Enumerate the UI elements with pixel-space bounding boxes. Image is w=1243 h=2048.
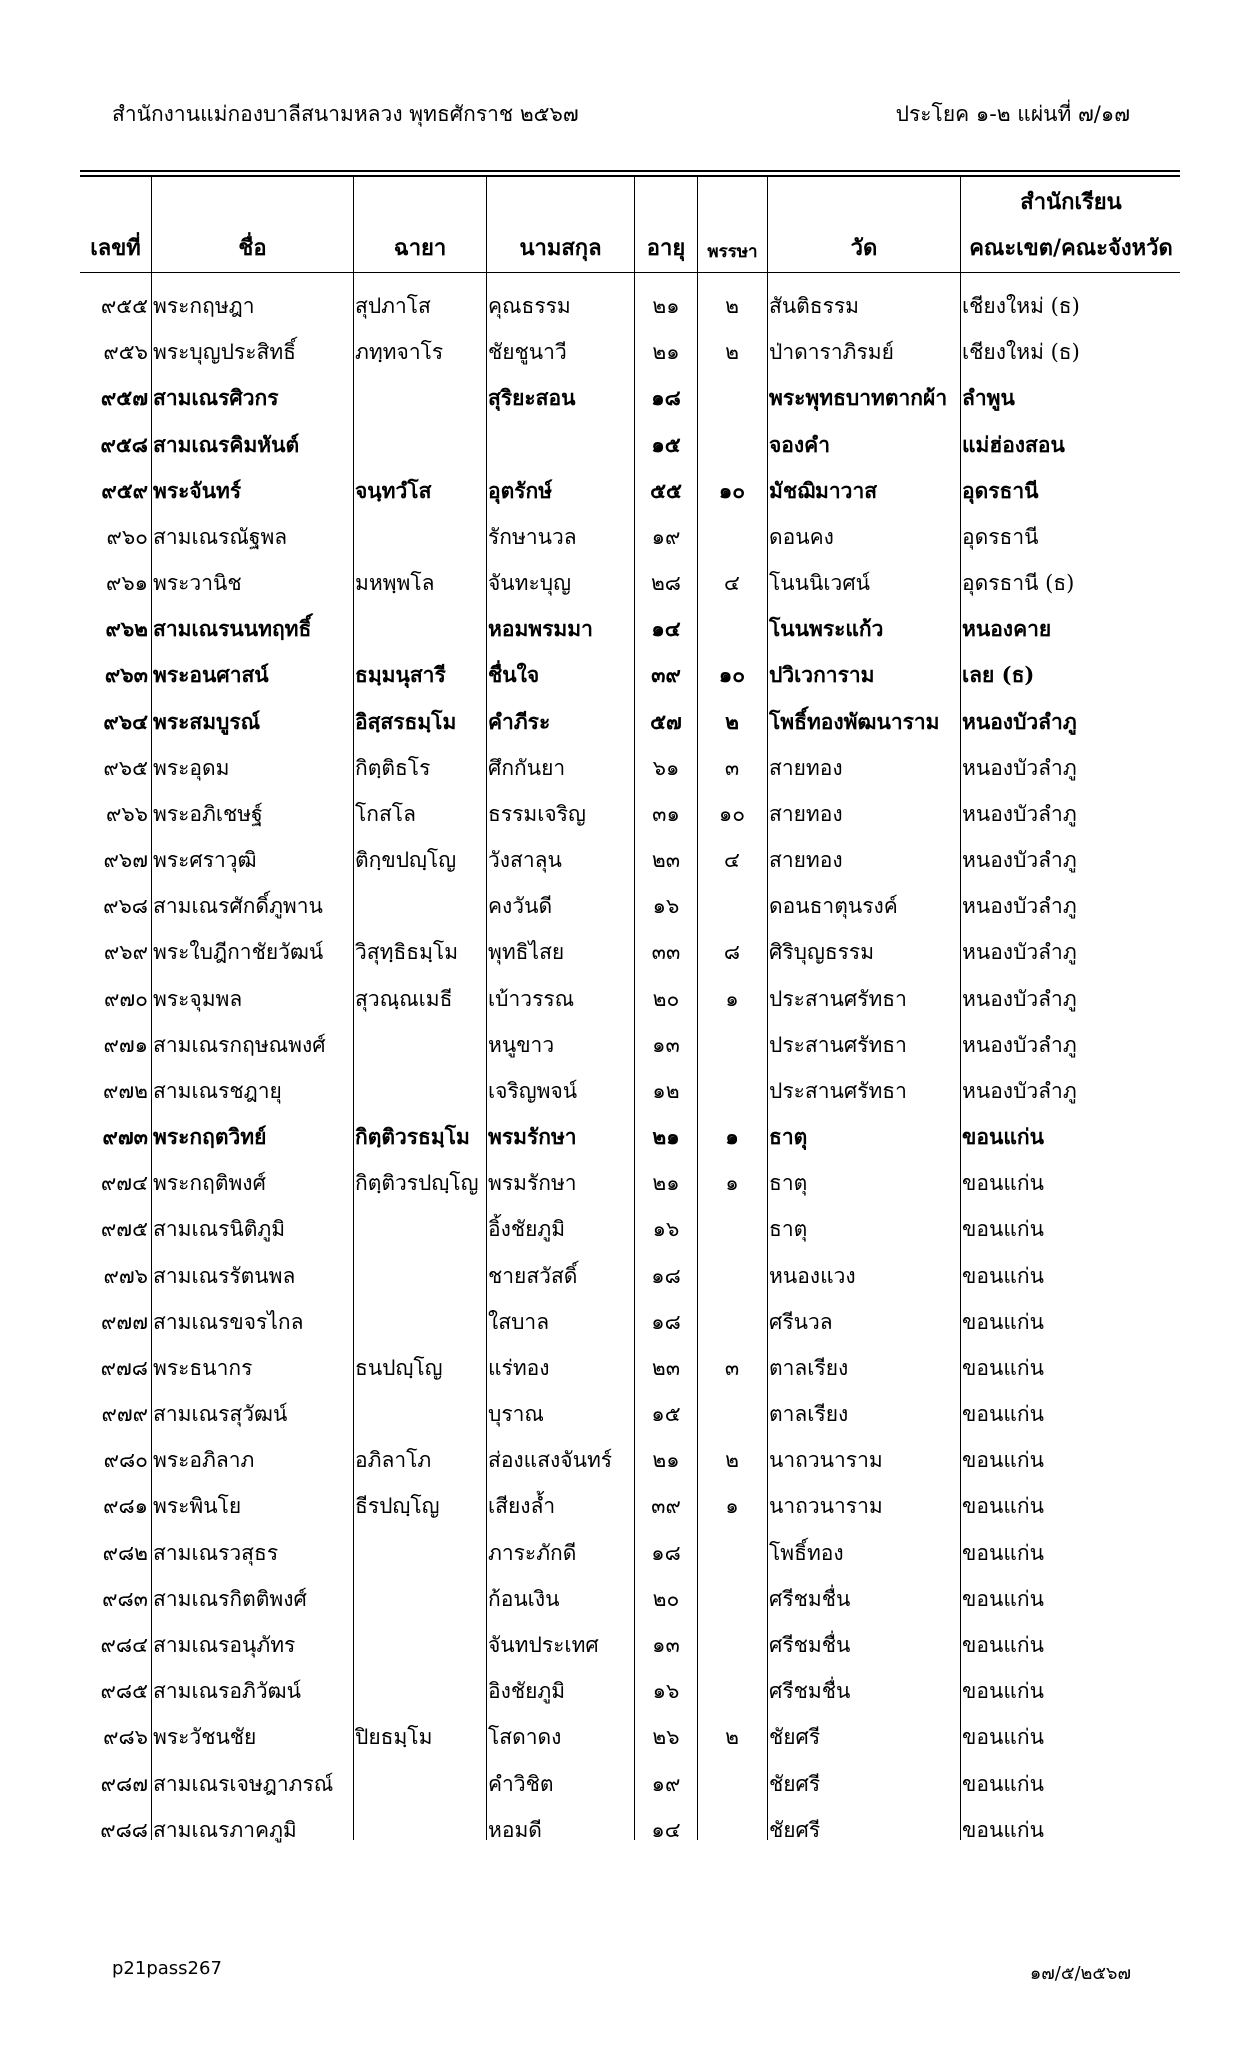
cell-name: สามเณรอภิวัฒน์ — [153, 1679, 301, 1704]
cell-years: ๑๐ — [718, 662, 746, 688]
cell-wat: ศิริบุญธรรม — [769, 940, 875, 965]
table-row — [0, 791, 1243, 837]
cell-surname: ธรรมเจริญ — [488, 801, 586, 826]
cell-num: ๙๘๕ — [100, 1679, 148, 1704]
cell-name: สามเณรกิตติพงศ์ — [153, 1586, 307, 1611]
cell-name: พระวัชนชัย — [153, 1725, 257, 1750]
cell-province: ขอนแก่น — [962, 1817, 1044, 1842]
footer-date: ๑๗/๕/๒๕๖๗ — [1029, 1963, 1131, 1984]
cell-name: พระพินโย — [153, 1494, 242, 1519]
cell-province: ขอนแก่น — [962, 1309, 1044, 1334]
cell-chaya: กิตฺติวรธมฺโม — [355, 1124, 470, 1150]
table-row — [0, 1530, 1243, 1576]
cell-age: ๖๑ — [652, 755, 680, 780]
cell-wat: ปวิเวการาม — [769, 662, 875, 688]
footer-code: p21pass267 — [112, 1958, 222, 1979]
cell-chaya: สุปภาโส — [355, 294, 431, 318]
header-num: เลขที่ — [90, 236, 141, 261]
cell-province: ขอนแก่น — [962, 1771, 1044, 1796]
cell-name: สามเณรนนทฤทธิ์ — [153, 616, 312, 642]
cell-num: ๙๖๖ — [105, 801, 148, 826]
table-row — [0, 1160, 1243, 1206]
cell-wat: โพธิ์ทองพัฒนาราม — [769, 708, 940, 734]
cell-surname: หอมพรมมา — [488, 616, 593, 642]
cell-province: ขอนแก่น — [962, 1171, 1044, 1196]
cell-wat: มัชฌิมาวาส — [769, 477, 878, 503]
cell-province: แม่ฮ่องสอน — [962, 431, 1065, 457]
cell-wat: ศรีชมชื่น — [769, 1679, 851, 1704]
table-row — [0, 1576, 1243, 1622]
cell-name: สามเณรกฤษณพงศ์ — [153, 1032, 326, 1057]
cell-num: ๙๗๘ — [100, 1355, 148, 1380]
page-header-sheet: ประโยค ๑-๒ แผ่นที่ ๗/๑๗ — [895, 102, 1130, 126]
cell-name: พระบุญประสิทธิ์ — [153, 340, 296, 365]
cell-years: ๔ — [724, 848, 740, 873]
cell-surname: โสดาดง — [488, 1725, 562, 1750]
cell-num: ๙๖๓ — [104, 662, 148, 688]
cell-num: ๙๖๔ — [103, 708, 148, 734]
cell-chaya: อิสฺสรธมฺโม — [355, 708, 457, 734]
cell-chaya: ธนปญฺโญ — [355, 1355, 443, 1380]
cell-name: พระธนากร — [153, 1355, 253, 1380]
cell-num: ๙๕๗ — [100, 385, 148, 411]
cell-surname: คุณธรรม — [488, 294, 571, 318]
cell-surname: ใสบาล — [488, 1309, 550, 1334]
cell-province: ลำพูน — [962, 385, 1015, 411]
cell-num: ๙๘๓ — [102, 1586, 148, 1611]
cell-name: สามเณรอนุภัทร — [153, 1632, 296, 1657]
cell-wat: โนนนิเวศน์ — [769, 571, 871, 596]
cell-surname: ชัยชูนาวี — [488, 340, 567, 365]
top-rule-double — [80, 175, 1180, 177]
cell-num: ๙๘๖ — [103, 1725, 148, 1750]
cell-age: ๒๐ — [652, 1586, 680, 1611]
table-row — [0, 1114, 1243, 1160]
cell-province: หนองบัวลำภู — [962, 1032, 1077, 1057]
table-row — [0, 1345, 1243, 1391]
cell-age: ๓๙ — [651, 662, 681, 688]
cell-province: ขอนแก่น — [962, 1725, 1044, 1750]
cell-age: ๑๓ — [652, 1632, 680, 1657]
cell-province: หนองบัวลำภู — [962, 708, 1077, 734]
cell-name: สามเณรขจรไกล — [153, 1309, 304, 1334]
cell-years: ๘ — [723, 940, 741, 965]
cell-num: ๙๖๒ — [105, 616, 148, 642]
cell-wat: นาถวนาราม — [769, 1494, 883, 1519]
cell-age: ๒๖ — [652, 1725, 680, 1750]
cell-age: ๒๓ — [651, 1355, 681, 1380]
table-row — [0, 652, 1243, 698]
cell-num: ๙๕๕ — [100, 294, 148, 318]
cell-name: พระอนศาสน์ — [153, 662, 269, 688]
cell-name: พระกฤตวิทย์ — [153, 1124, 267, 1150]
table-row — [0, 1022, 1243, 1068]
table-row — [0, 976, 1243, 1022]
cell-wat: ดอนคง — [769, 524, 834, 549]
cell-wat: ศรีชมชื่น — [769, 1632, 851, 1657]
cell-name: สามเณรณัฐพล — [153, 524, 288, 549]
table-row — [0, 606, 1243, 652]
cell-wat: ชัยศรี — [769, 1817, 821, 1842]
cell-surname: พุทธิไสย — [488, 940, 565, 965]
cell-wat: จองคำ — [769, 431, 831, 457]
cell-age: ๑๙ — [651, 1771, 681, 1796]
cell-years: ๒ — [725, 1725, 739, 1750]
cell-age: ๒๑ — [652, 1171, 680, 1196]
cell-num: ๙๘๒ — [102, 1540, 148, 1565]
cell-surname: คงวันดี — [488, 894, 553, 919]
cell-surname: อิ้งชัยภูมิ — [488, 1217, 566, 1242]
cell-wat: สายทอง — [769, 755, 843, 780]
cell-province: ขอนแก่น — [962, 1402, 1044, 1427]
cell-num: ๙๘๑ — [103, 1494, 148, 1519]
cell-wat: ชัยศรี — [769, 1725, 821, 1750]
cell-age: ๒๘ — [650, 571, 682, 596]
cell-num: ๙๗๗ — [101, 1309, 148, 1334]
cell-num: ๙๗๖ — [103, 1263, 148, 1288]
cell-age: ๑๖ — [652, 1679, 680, 1704]
table-row — [0, 883, 1243, 929]
cell-chaya: ปิยธมฺโม — [355, 1725, 433, 1750]
cell-wat: สายทอง — [769, 801, 843, 826]
table-row — [0, 375, 1243, 421]
cell-wat: พระพุทธบาทตากผ้า — [769, 385, 948, 411]
cell-chaya: ธีรปญฺโญ — [355, 1494, 440, 1519]
cell-name: สามเณรภาคภูมิ — [153, 1817, 297, 1842]
cell-name: พระกฤษฎา — [153, 294, 255, 318]
cell-surname: รักษานวล — [488, 524, 577, 549]
cell-province: ขอนแก่น — [962, 1586, 1044, 1611]
cell-name: พระศราวุฒิ — [153, 848, 257, 873]
cell-chaya: มหพฺพโล — [355, 571, 435, 596]
cell-years: ๓ — [724, 755, 740, 780]
cell-wat: ตาลเรียง — [769, 1355, 849, 1380]
cell-province: ขอนแก่น — [962, 1494, 1044, 1519]
cell-province: หนองบัวลำภู — [962, 801, 1077, 826]
cell-province: ขอนแก่น — [962, 1355, 1044, 1380]
cell-num: ๙๘๗ — [100, 1771, 148, 1796]
cell-province: อุดรธานี — [962, 477, 1039, 503]
header-school-line2: คณะเขต/คณะจังหวัด — [969, 236, 1173, 261]
cell-num: ๙๖๕ — [103, 755, 148, 780]
cell-surname: จันทประเทศ — [488, 1632, 599, 1657]
cell-name: สามเณรศักดิ์ภูพาน — [153, 894, 323, 919]
cell-surname: ก้อนเงิน — [488, 1586, 560, 1611]
cell-num: ๙๖๗ — [103, 848, 148, 873]
cell-age: ๑๒ — [652, 1078, 680, 1103]
cell-wat: ประสานศรัทธา — [769, 1078, 907, 1103]
cell-age: ๑๔ — [651, 1817, 681, 1842]
cell-surname: ส่องแสงจันทร์ — [488, 1448, 613, 1473]
header-years: พรรษา — [707, 242, 758, 262]
cell-surname: ศึกกันยา — [488, 755, 566, 780]
cell-province: หนองบัวลำภู — [962, 1078, 1077, 1103]
cell-years: ๓ — [724, 1355, 740, 1380]
table-row — [0, 1068, 1243, 1114]
cell-surname: เจริญพจน์ — [488, 1078, 578, 1103]
table-row — [0, 1668, 1243, 1714]
cell-wat: ศรีนวล — [769, 1309, 833, 1334]
cell-age: ๒๑ — [652, 340, 680, 365]
cell-age: ๑๕ — [651, 431, 681, 457]
table-row — [0, 468, 1243, 514]
table-row — [0, 745, 1243, 791]
cell-age: ๓๑ — [652, 801, 680, 826]
table-row — [0, 1483, 1243, 1529]
cell-num: ๙๘๘ — [100, 1817, 148, 1842]
cell-chaya: กิตฺติวรปญฺโญ — [355, 1171, 479, 1196]
header-bottom-rule — [80, 272, 1180, 273]
cell-age: ๒๓ — [651, 848, 681, 873]
header-wat: วัด — [850, 236, 878, 261]
cell-num: ๙๗๓ — [102, 1124, 148, 1150]
cell-name: พระอภิเชษฐ์ — [153, 801, 263, 826]
cell-wat: ดอนธาตุนรงค์ — [769, 894, 898, 919]
table-row — [0, 560, 1243, 606]
cell-num: ๙๖๘ — [103, 894, 148, 919]
page-header-title: สำนักงานแม่กองบาลีสนามหลวง พุทธศักราช ๒๕๖๗ — [112, 102, 579, 126]
cell-chaya: อภิลาโภ — [355, 1448, 432, 1473]
cell-province: อุดรธานี (ธ) — [962, 571, 1075, 596]
cell-name: พระใบฎีกาชัยวัฒน์ — [153, 940, 324, 965]
cell-num: ๙๕๙ — [101, 477, 148, 503]
cell-surname: เสียงล้ำ — [488, 1494, 556, 1519]
cell-province: ขอนแก่น — [962, 1263, 1044, 1288]
cell-age: ๒๑ — [652, 1448, 680, 1473]
cell-surname: บุราณ — [488, 1402, 544, 1427]
cell-province: หนองบัวลำภู — [962, 894, 1077, 919]
cell-age: ๑๘ — [651, 1540, 681, 1565]
cell-province: หนองบัวลำภู — [962, 986, 1077, 1011]
cell-age: ๑๘ — [651, 1309, 681, 1334]
cell-province: เชียงใหม่ (ธ) — [962, 294, 1080, 318]
table-row — [0, 699, 1243, 745]
cell-num: ๙๖๑ — [105, 571, 148, 596]
cell-chaya: กิตฺติธโร — [355, 755, 431, 780]
cell-years: ๒ — [725, 294, 739, 318]
table-row — [0, 1807, 1243, 1853]
cell-surname: คำภีระ — [488, 708, 551, 734]
cell-years: ๔ — [724, 571, 740, 596]
cell-province: หนองบัวลำภู — [962, 940, 1077, 965]
cell-province: อุดรธานี — [962, 524, 1039, 549]
header-age: อายุ — [646, 236, 686, 261]
cell-wat: โพธิ์ทอง — [769, 1540, 844, 1565]
cell-age: ๑๙ — [651, 524, 681, 549]
cell-name: สามเณรคิมหันต์ — [153, 431, 300, 457]
cell-surname: หอมดี — [488, 1817, 542, 1842]
cell-name: สามเณรรัตนพล — [153, 1263, 296, 1288]
table-row — [0, 329, 1243, 375]
cell-age: ๑๕ — [651, 1402, 681, 1427]
cell-name: สามเณรนิติภูมิ — [153, 1217, 286, 1242]
cell-name: พระอภิลาภ — [153, 1448, 255, 1473]
cell-province: เลย (ธ) — [962, 662, 1035, 688]
cell-age: ๑๖ — [652, 894, 680, 919]
cell-num: ๙๗๐ — [104, 986, 148, 1011]
cell-province: ขอนแก่น — [962, 1632, 1044, 1657]
cell-chaya: โกสโล — [355, 801, 416, 826]
cell-chaya: จนฺทวํโส — [355, 477, 432, 503]
cell-province: ขอนแก่น — [962, 1679, 1044, 1704]
cell-chaya: ธมฺมนุสารี — [355, 662, 446, 688]
cell-years: ๑ — [725, 1124, 739, 1150]
cell-num: ๙๖๐ — [106, 524, 148, 549]
cell-wat: ชัยศรี — [769, 1771, 821, 1796]
cell-name: สามเณรชฎายุ — [153, 1078, 282, 1103]
cell-years: ๒ — [725, 708, 739, 734]
table-body — [0, 283, 1243, 1853]
cell-age: ๒๑ — [652, 1124, 680, 1150]
cell-surname: จันทะบุญ — [488, 571, 572, 596]
cell-age: ๓๓ — [651, 940, 681, 965]
cell-wat: ธาตุ — [769, 1171, 808, 1196]
header-chaya: ฉายา — [393, 236, 447, 261]
table-row — [0, 1714, 1243, 1760]
cell-years: ๑ — [725, 1494, 739, 1519]
cell-wat: ธาตุ — [769, 1124, 808, 1150]
cell-surname: อุตรักษ์ — [488, 477, 553, 503]
table-row — [0, 1761, 1243, 1807]
cell-age: ๕๗ — [650, 708, 682, 734]
table-row — [0, 837, 1243, 883]
table-row — [0, 514, 1243, 560]
cell-age: ๑๔ — [651, 616, 681, 642]
cell-chaya: ติกฺขปญฺโญ — [355, 848, 457, 873]
cell-wat: หนองแวง — [769, 1263, 856, 1288]
cell-wat: นาถวนาราม — [769, 1448, 883, 1473]
cell-num: ๙๗๒ — [102, 1078, 148, 1103]
cell-name: สามเณรศิวกร — [153, 385, 279, 411]
cell-province: ขอนแก่น — [962, 1448, 1044, 1473]
cell-wat: ตาลเรียง — [769, 1402, 849, 1427]
cell-name: สามเณรสุวัฒน์ — [153, 1402, 288, 1427]
top-rule — [80, 170, 1180, 172]
table-row — [0, 1253, 1243, 1299]
cell-num: ๙๘๐ — [103, 1448, 148, 1473]
table-row — [0, 1391, 1243, 1437]
cell-wat: สายทอง — [769, 848, 843, 873]
cell-wat: โนนพระแก้ว — [769, 616, 884, 642]
cell-age: ๒๑ — [652, 294, 680, 318]
cell-num: ๙๗๙ — [101, 1402, 148, 1427]
cell-surname: ภาระภักดี — [488, 1540, 577, 1565]
header-school-line1: สำนักเรียน — [1020, 190, 1122, 215]
cell-province: หนองคาย — [962, 616, 1052, 642]
cell-years: ๑ — [725, 1171, 739, 1196]
cell-surname: ชื่นใจ — [488, 662, 540, 688]
cell-num: ๙๕๘ — [100, 431, 148, 457]
cell-chaya: วิสุทฺธิธมฺโม — [355, 940, 459, 965]
cell-surname: อิงชัยภูมิ — [488, 1679, 566, 1704]
cell-wat: ประสานศรัทธา — [769, 986, 907, 1011]
cell-province: หนองบัวลำภู — [962, 848, 1077, 873]
cell-years: ๑๐ — [718, 801, 746, 826]
cell-province: ขอนแก่น — [962, 1124, 1044, 1150]
cell-name: พระจุมพล — [153, 986, 243, 1011]
table-row — [0, 1299, 1243, 1345]
table-row — [0, 1437, 1243, 1483]
cell-years: ๑ — [725, 986, 739, 1011]
cell-chaya: ภทฺทจาโร — [355, 340, 444, 365]
cell-surname: คำวิชิต — [488, 1771, 554, 1796]
header-surname: นามสกุล — [519, 236, 602, 261]
cell-age: ๑๓ — [652, 1032, 680, 1057]
cell-age: ๕๕ — [650, 477, 682, 503]
table-row — [0, 283, 1243, 329]
cell-surname: แร่ทอง — [488, 1355, 550, 1380]
cell-num: ๙๘๔ — [100, 1632, 148, 1657]
cell-surname: พรมรักษา — [488, 1124, 577, 1150]
cell-name: พระจันทร์ — [153, 477, 242, 503]
cell-chaya: สุวณฺณเมธี — [355, 986, 453, 1011]
cell-surname: พรมรักษา — [488, 1171, 577, 1196]
cell-province: ขอนแก่น — [962, 1540, 1044, 1565]
cell-years: ๒ — [725, 340, 739, 365]
cell-years: ๒ — [725, 1448, 739, 1473]
cell-num: ๙๕๖ — [103, 340, 148, 365]
cell-name: พระวานิช — [153, 571, 242, 596]
table-row — [0, 1206, 1243, 1252]
cell-surname: สุริยะสอน — [488, 385, 576, 411]
cell-wat: สันติธรรม — [769, 294, 860, 318]
cell-surname: ชายสวัสดิ์ — [488, 1263, 578, 1288]
cell-num: ๙๗๕ — [100, 1217, 148, 1242]
cell-name: สามเณรเจษฎาภรณ์ — [153, 1771, 334, 1796]
cell-num: ๙๗๑ — [103, 1032, 148, 1057]
cell-surname: เบ้าวรรณ — [488, 986, 575, 1011]
cell-wat: ธาตุ — [769, 1217, 808, 1242]
cell-name: พระกฤติพงศ์ — [153, 1171, 266, 1196]
table-row — [0, 929, 1243, 975]
cell-province: ขอนแก่น — [962, 1217, 1044, 1242]
cell-age: ๑๘ — [651, 1263, 681, 1288]
cell-wat: ป่าดาราภิรมย์ — [769, 340, 894, 365]
cell-age: ๒๐ — [652, 986, 680, 1011]
header-name: ชื่อ — [238, 236, 267, 261]
cell-age: ๓๙ — [651, 1494, 681, 1519]
cell-age: ๑๘ — [651, 385, 681, 411]
cell-age: ๑๖ — [652, 1217, 680, 1242]
table-row — [0, 422, 1243, 468]
cell-name: พระอุดม — [153, 755, 230, 780]
cell-province: เชียงใหม่ (ธ) — [962, 340, 1080, 365]
cell-surname: วังสาลุน — [488, 848, 562, 873]
cell-years: ๑๐ — [718, 477, 746, 503]
cell-surname: หนูขาว — [488, 1032, 555, 1057]
cell-wat: ประสานศรัทธา — [769, 1032, 907, 1057]
cell-num: ๙๖๙ — [103, 940, 148, 965]
cell-province: หนองบัวลำภู — [962, 755, 1077, 780]
cell-wat: ศรีชมชื่น — [769, 1586, 851, 1611]
cell-name: พระสมบูรณ์ — [153, 708, 261, 734]
cell-num: ๙๗๔ — [100, 1171, 148, 1196]
cell-name: สามเณรวสุธร — [153, 1540, 279, 1565]
table-row — [0, 1622, 1243, 1668]
